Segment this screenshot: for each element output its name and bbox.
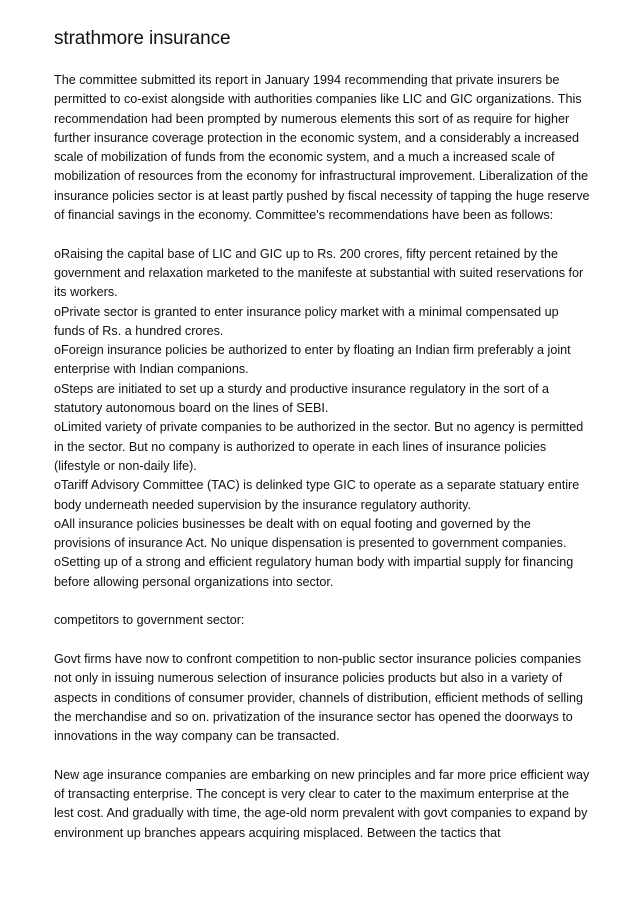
recommendation-item: oSteps are initiated to set up a sturdy and productive insurance regulatory in the sort of a statutory autonomous board on the lines of SEBI.: [54, 381, 549, 416]
competition-paragraph: Govt firms have now to confront competition to non-public sector insurance policies companies not only in issuing numerous selection of insurance policies products but also in a variety of aspects in conditions of consumer provider, channels of distribution, efficient methods of selling the merchandise and so on. privatization of the insurance sector has opened the doorways to innovations in the way company can be transacted.: [54, 651, 583, 744]
recommendation-item: oSetting up of a strong and efficient regulatory human body with impartial supply for financing before allowing personal organizations into sector.: [54, 555, 574, 589]
recommendation-item: oRaising the capital base of LIC and GIC up to Rs. 200 crores, fifty percent retained by the government and relaxation marketed to the manifeste at substantial with suited reservations for its workers.: [54, 246, 584, 300]
recommendation-item: oPrivate sector is granted to enter insurance policy market with a minimal compensated up funds of Rs. a hundred crores.: [54, 304, 559, 338]
recommendation-item: oAll insurance policies businesses be dealt with on equal footing and governed by the provisions of insurance Act. No unique dispensation is presented to government companies.: [54, 516, 567, 551]
new-age-paragraph: New age insurance companies are embarking on new principles and far more price efficient way of transacting enterprise. The concept is very clear to cater to the maximum enterprise at the lest cost. And gradually with time, the age-old norm prevalent with govt companies to expand by environment up branches appears acquiring misplaced. Between the tactics that: [54, 767, 590, 840]
spacer: [54, 746, 590, 765]
recommendation-item: oTariff Advisory Committee (TAC) is delinked type GIC to operate as a separate statuary entire body underneath needed supervision by the insurance regulatory authority.: [54, 478, 580, 512]
document-page: [54, 27, 590, 843]
recommendations-list: [54, 245, 590, 592]
recommendation-item: oForeign insurance policies be authorized to enter by floating an Indian firm preferably a joint enterprise with Indian companions.: [54, 343, 571, 377]
recommendation-item: oLimited variety of private companies to be authorized in the sector. But no agency is permitted in the sector. But no company is authorized to operate in each lines of insurance policies (lifestyle or non-daily life).: [54, 420, 584, 473]
document-title: strathmore insurance: [54, 28, 231, 49]
intro-paragraph: The committee submitted its report in January 1994 recommending that private insurers be permitted to co-exist alongside with authorities companies like LIC and GIC organizations. This recommendation had been prompted by numerous elements this sort of as require for higher further insurance coverage protection in the economic system, and a considerably a increased scale of mobilization of funds from the economic system, and a much a increased scale of mobilization of resources from the economy for infrastructural improvement. Liberalization of the insurance policies sector is at least partly pushed by fiscal necessity of tapping the huge reserve of financial savings in the economy. Committee's recommendations have been as follows:: [54, 73, 590, 223]
spacer: [54, 592, 590, 611]
spacer: [54, 225, 590, 244]
spacer: [54, 631, 590, 650]
section-heading: competitors to government sector:: [54, 613, 245, 628]
